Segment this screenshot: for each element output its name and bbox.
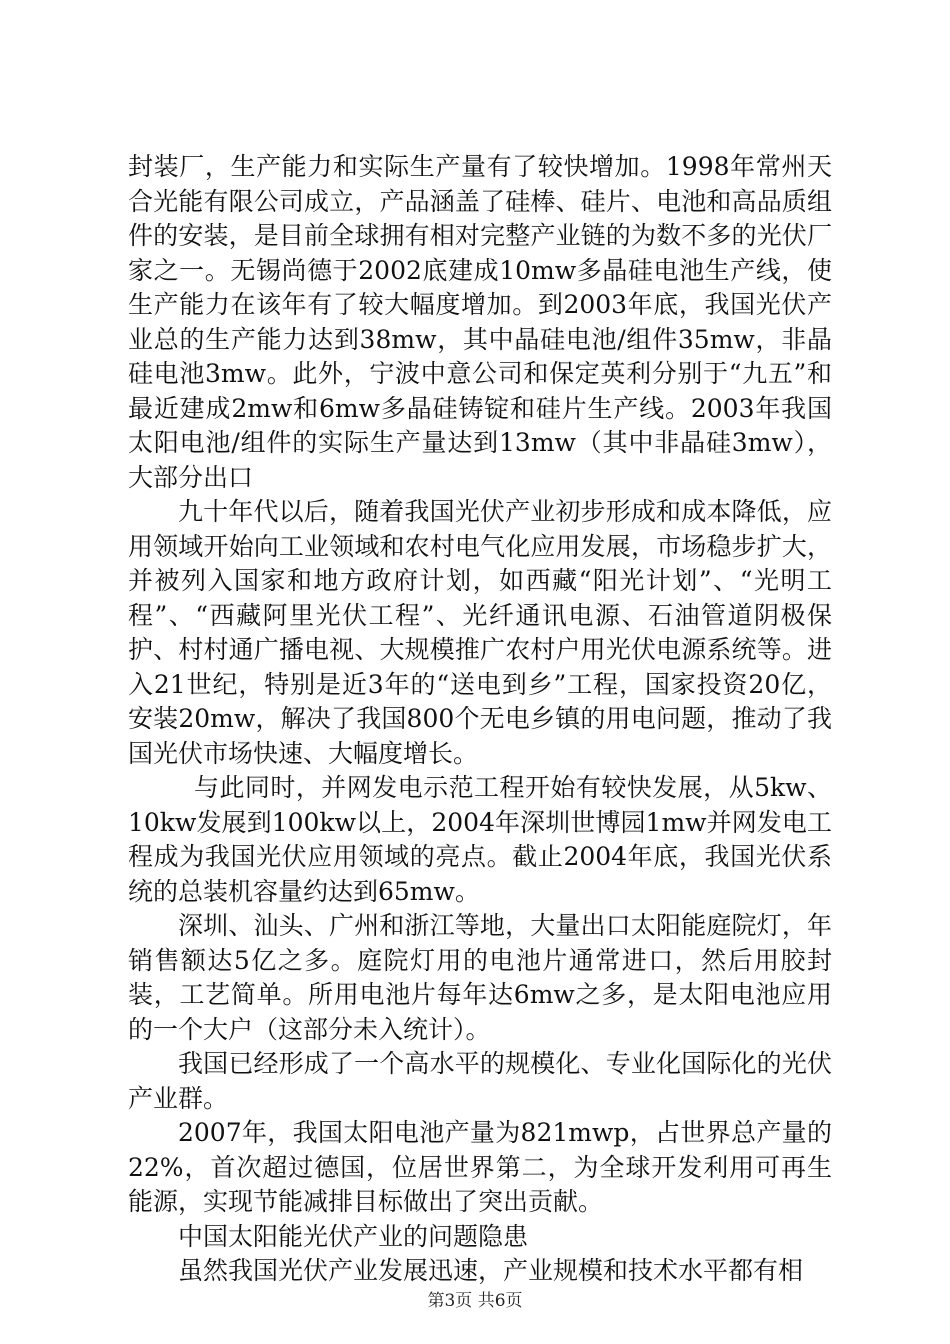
paragraph-2007-output: 2007年，我国太阳电池产量为821mwp，占世界总产量的22%，首次超过德国，位居世界第二，为全球开发利用可再生能源，实现节能减排目标做出了突出贡献。 xyxy=(128,1118,832,1216)
paragraph-grid-connection: 与此同时，并网发电示范工程开始有较快发展，从5kw、10kw发展到100kw以上，2004年深圳世博园1mw并网发电工程成为我国光伏应用领域的亮点。截止2004年底，我国光伏系统的总装机容量约达到65mw。 xyxy=(128,773,832,906)
paragraph-continuation: 封装厂，生产能力和实际生产量有了较快增加。1998年常州天合光能有限公司成立，产品涵盖了硅棒、硅片、电池和高品质组件的安装，是目前全球拥有相对完整产业链的为数不多的光伏厂家之一。无锡尚德于2002底建成10mw多晶硅电池生产线，使生产能力在该年有了较大幅度增加。到2003年底，我国光伏产业总的生产能力达到38mw，其中晶硅电池/组件35mw，非晶硅电池3mw。此外，宁波中意公司和保定英利分别于“九五”和最近建成2mw和6mw多晶硅铸锭和硅片生产线。2003年我国太阳电池/组件的实际生产量达到13mw（其中非晶硅3mw），大部分出口 xyxy=(128,152,832,492)
paragraph-problems-start: 虽然我国光伏产业发展迅速，产业规模和技术水平都有相 xyxy=(178,1256,804,1285)
page-indicator: 第3页 共6页 xyxy=(427,1291,523,1311)
paragraph-garden-lights: 深圳、汕头、广州和浙江等地，大量出口太阳能庭院灯，年销售额达5亿之多。庭院灯用的电池片通常进口，然后用胶封装，工艺简单。所用电池片每年达6mw之多，是太阳电池应用的一个大户（这部分未入统计）。 xyxy=(128,911,832,1044)
section-heading-problems: 中国太阳能光伏产业的问题隐患 xyxy=(178,1221,529,1251)
paragraph-industry-cluster: 我国已经形成了一个高水平的规模化、专业化国际化的光伏产业群。 xyxy=(128,1049,832,1113)
page-footer xyxy=(0,1286,950,1311)
document-body xyxy=(128,150,832,1289)
paragraph-application-fields: 九十年代以后，随着我国光伏产业初步形成和成本降低，应用领域开始向工业领域和农村电气化应用发展，市场稳步扩大，并被列入国家和地方政府计划，如西藏“阳光计划”、“光明工程”、“西藏阿里光伏工程”、光纤通讯电源、石油管道阴极保护、村村通广播电视、大规模推广农村户用光伏电源系统等。进入21世纪，特别是近3年的“送电到乡”工程，国家投资20亿，安装20mw，解决了我国800个无电乡镇的用电问题，推动了我国光伏市场快速、大幅度增长。 xyxy=(128,497,832,768)
